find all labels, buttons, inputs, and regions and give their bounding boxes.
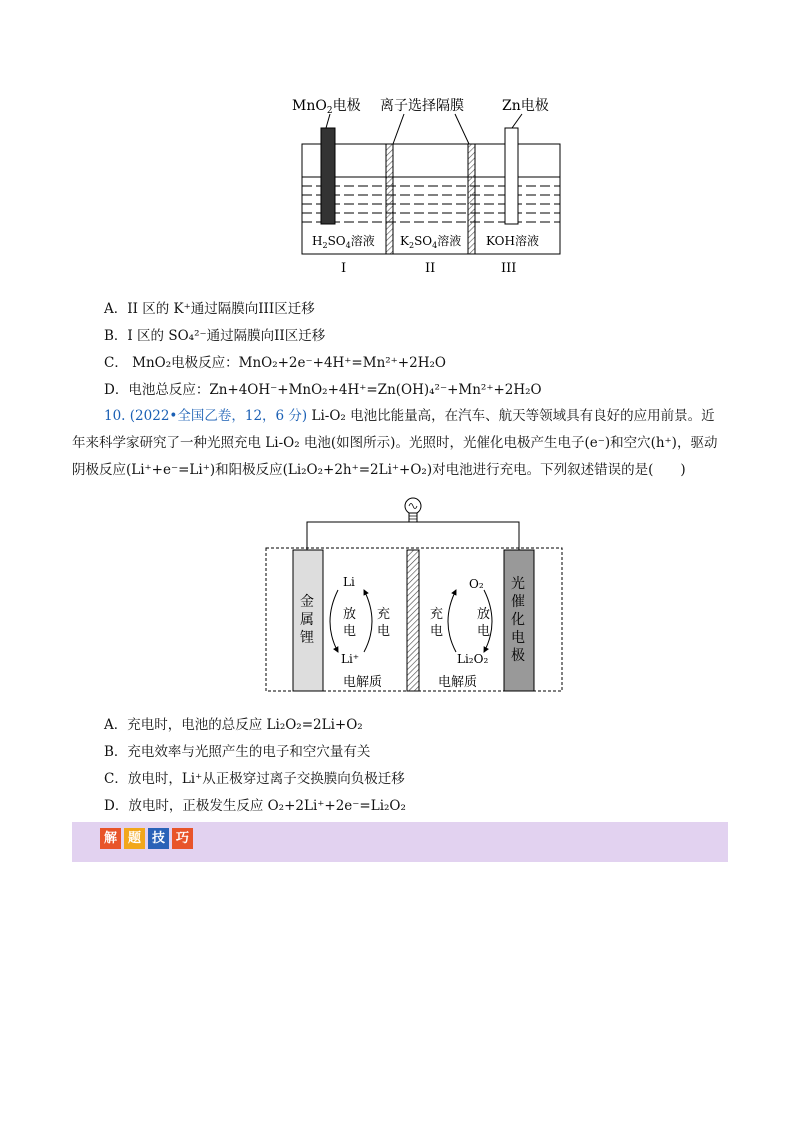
q10-option-a: A．充电时，电池的总反应 Li₂O₂=2Li+O₂ xyxy=(104,717,363,733)
photo-electrode-char-1: 光 xyxy=(511,576,525,592)
charge-arrow-right xyxy=(448,590,456,652)
figure-three-compartment-cell xyxy=(280,92,580,274)
right-charge-char-1: 充 xyxy=(430,607,444,622)
photo-electrode-char-5: 极 xyxy=(511,648,525,664)
left-discharge-char-1: 放 xyxy=(343,607,357,622)
lithium-metal-char-2: 属 xyxy=(300,612,314,628)
li-label: Li xyxy=(343,575,355,589)
left-charge-char-1: 充 xyxy=(377,607,391,622)
left-discharge-char-2: 电 xyxy=(343,624,357,639)
right-discharge-char-1: 放 xyxy=(477,607,491,622)
mno2-electrode xyxy=(321,128,335,224)
region-1-label: I xyxy=(341,261,347,274)
tips-tile-1: 解 xyxy=(100,828,121,849)
q10-line-1 xyxy=(104,403,728,430)
solution-2-label: $K_2SO_4$溶液 xyxy=(400,234,462,250)
solution-1-label: $H_2SO_4$溶液 xyxy=(312,234,375,250)
region-2-label: II xyxy=(425,261,436,274)
q9-option-a: A．II 区的 K⁺通过隔膜向III区迁移 xyxy=(104,301,315,317)
right-charge-char-2: 电 xyxy=(430,624,444,639)
tips-tile-3: 技 xyxy=(148,828,169,849)
tips-tile-2: 题 xyxy=(124,828,145,849)
q9-option-b: B．I 区的 SO₄²⁻通过隔膜向II区迁移 xyxy=(104,328,326,344)
q10-text-1: Li-O₂ 电池比能量高，在汽车、航天等领域具有良好的应用前景。近 xyxy=(311,408,715,424)
q10-option-d: D．放电时，正极发生反应 O₂+2Li⁺+2e⁻=Li₂O₂ xyxy=(104,798,406,814)
charge-arrow-left xyxy=(364,590,372,652)
q10-option-c: C．放电时，Li⁺从正极穿过离子交换膜向负极迁移 xyxy=(104,771,405,787)
discharge-arrow-left xyxy=(330,590,338,652)
figure-li-o2-battery xyxy=(264,490,564,695)
photo-electrode-char-4: 电 xyxy=(511,630,525,646)
right-electrolyte-label: 电解质 xyxy=(438,675,478,690)
light-bulb-icon xyxy=(405,498,421,522)
q9-option-c: C． MnO₂电极反应：MnO₂+2e⁻+4H⁺=Mn²⁺+2H₂O xyxy=(104,355,446,371)
li2o2-label: Li₂O₂ xyxy=(457,652,489,666)
left-charge-char-2: 电 xyxy=(377,624,391,639)
solving-tips-banner xyxy=(72,822,728,862)
solution-3-label: KOH溶液 xyxy=(486,234,539,248)
li-plus-label: Li⁺ xyxy=(341,652,360,666)
lithium-metal-char-1: 金 xyxy=(300,594,314,610)
q9-option-d: D．电池总反应：Zn+4OH⁻+MnO₂+4H⁺=Zn(OH)₄²⁻+Mn²⁺+2H₂O xyxy=(104,382,542,398)
q10-line-3: 阴极反应(Li⁺+e⁻=Li⁺)和阳极反应(Li₂O₂+2h⁺=2Li⁺+O₂)对电池进行充电。下列叙述错误的是( ) xyxy=(72,462,686,478)
lithium-metal-char-3: 锂 xyxy=(300,630,314,646)
membrane-right xyxy=(468,144,475,254)
o2-label: O₂ xyxy=(469,577,484,591)
q10-source: (2022•全国乙卷，12，6 分) xyxy=(129,408,308,424)
tips-tile-4: 巧 xyxy=(172,828,193,849)
mno2-electrode-label: MnO$_2$电极 xyxy=(292,98,361,116)
ion-exchange-membrane xyxy=(407,550,419,691)
photo-electrode-char-2: 催 xyxy=(511,594,525,610)
q10-option-b: B．充电效率与光照产生的电子和空穴量有关 xyxy=(104,744,371,760)
q10-number: 10. xyxy=(104,408,126,424)
membrane-left xyxy=(386,144,393,254)
zn-electrode xyxy=(505,128,518,224)
q10-line-2: 年来科学家研究了一种光照充电 Li-O₂ 电池(如图所示)。光照时，光催化电极产生电子(e⁻)和空穴(h⁺)，驱动 xyxy=(72,435,718,451)
region-3-label: III xyxy=(501,261,517,274)
photo-electrode-char-3: 化 xyxy=(511,612,525,628)
left-electrolyte-label: 电解质 xyxy=(343,675,383,690)
membrane-label: 离子选择隔膜 xyxy=(380,98,464,114)
right-discharge-char-2: 电 xyxy=(477,624,491,639)
zn-electrode-label: Zn电极 xyxy=(502,98,549,114)
